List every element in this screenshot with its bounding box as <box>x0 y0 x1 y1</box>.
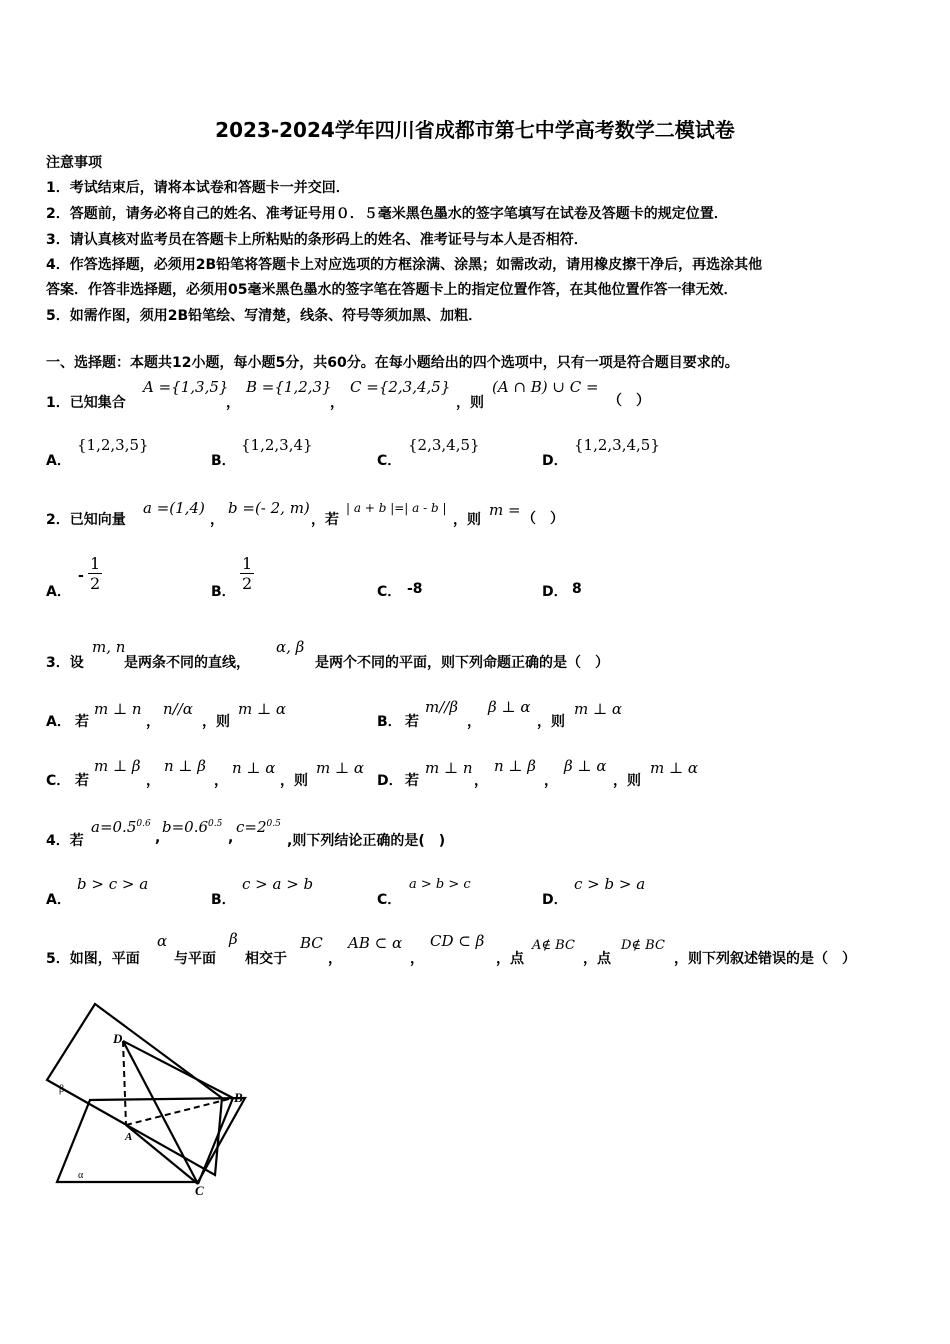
q2-opt-c-label: C． <box>377 584 402 600</box>
q1-opt-d-value: {1,2,3,4,5} <box>574 436 660 454</box>
q2-opt-c-value: -8 <box>407 581 423 597</box>
label-d: D <box>113 1031 123 1046</box>
q1-opt-c-value: {2,3,4,5} <box>408 436 480 454</box>
q3-opt-c-if: 若 <box>75 773 89 789</box>
q2-opt-b-denominator: 2 <box>242 574 253 593</box>
q2-if: ，若 <box>311 512 339 528</box>
q3-opt-b-if: 若 <box>405 714 419 730</box>
q3-opt-c-label: C． <box>46 773 71 789</box>
q3-opt-b-c3: m ⊥ α <box>574 700 622 718</box>
q3-opt-d-c3: β ⊥ α <box>564 757 607 775</box>
q3-opt-b-c1: m//β <box>425 698 459 716</box>
q3-opt-d-if: 若 <box>405 773 419 789</box>
edge-ac <box>126 1125 198 1184</box>
q3-opt-d-c2: n ⊥ β <box>494 757 536 775</box>
q1-set-c: C ={2,3,4,5} <box>350 378 451 396</box>
q4-opt-a-value: b > c > a <box>77 875 149 893</box>
notice-item-2: 2．答题前，请务必将自己的姓名、准考证号用０．５毫米黑色墨水的签字笔填写在试卷及答题卡的规定位置． <box>46 206 728 222</box>
q4-b-exponent: 0.5 <box>208 819 223 829</box>
q3-opt-c-c1: m ⊥ β <box>94 757 141 775</box>
q3-opt-c-comma-1: ， <box>146 773 160 789</box>
q1-opt-a-label: A． <box>46 453 71 469</box>
q4-c-exponent: 0.5 <box>266 819 281 829</box>
q5-a-not-in-bc: A∉ BC <box>532 938 575 953</box>
q3-opt-b-comma: ， <box>467 714 481 730</box>
q2-opt-a-numerator: 1 <box>90 554 101 573</box>
q3-stem-2: 是两条不同的直线， <box>124 655 250 671</box>
q3-opt-a-label: A． <box>46 714 71 730</box>
q3-opt-d-c4: m ⊥ α <box>650 759 698 777</box>
q2-opt-a-sign: - <box>78 568 84 584</box>
edge-ab <box>126 1098 233 1125</box>
edge-dc <box>123 1041 198 1184</box>
q2-opt-b-fraction <box>240 554 254 593</box>
q3-opt-c-c2: n ⊥ β <box>164 757 206 775</box>
q2-opt-a-denominator: 2 <box>90 574 101 593</box>
q4-comma-1: , <box>155 830 161 846</box>
q5-cd-in-beta: CD ⊂ β <box>430 932 485 950</box>
q1-opt-c-label: C． <box>377 453 402 469</box>
q1-comma-1: ， <box>226 395 240 411</box>
q3-opt-a-if: 若 <box>75 714 89 730</box>
q1-set-a: A ={1,3,5} <box>143 378 229 396</box>
section-heading: 一、选择题：本题共12小题，每小题5分，共60分。在每小题给出的四个选项中，只有一项是符合题目要求的。 <box>46 355 739 371</box>
edge-da <box>123 1041 126 1125</box>
q1-stem: 1．已知集合 <box>46 395 126 411</box>
q2-opt-a-label: A． <box>46 584 71 600</box>
q4-a-base: a=0.5 <box>91 818 137 836</box>
edge-db <box>123 1041 233 1098</box>
q3-opt-a-c2: n//α <box>163 700 193 718</box>
q5-d-not-in-bc: D∉ BC <box>621 938 665 953</box>
q4-comma-2: , <box>228 830 234 846</box>
q3-opt-d-c1: m ⊥ n <box>425 759 473 777</box>
q1-set-b: B ={1,2,3} <box>246 378 332 396</box>
label-c: C <box>195 1183 204 1198</box>
q5-stem-2: 与平面 <box>174 951 216 967</box>
q3-opt-a-c3: m ⊥ α <box>238 700 286 718</box>
q3-opt-b-label: B． <box>377 714 402 730</box>
q5-point-2: ，点 <box>583 951 611 967</box>
label-beta: β <box>59 1084 65 1095</box>
q5-figure <box>40 998 280 1198</box>
q3-planes: α, β <box>276 638 305 656</box>
q2-opt-d-label: D． <box>542 584 568 600</box>
label-alpha: α <box>78 1170 84 1181</box>
q1-expr: (A ∩ B) ∪ C = <box>492 378 599 396</box>
q1-opt-b-value: {1,2,3,4} <box>241 436 313 454</box>
notice-heading: 注意事项 <box>46 155 102 171</box>
notice-item-3: 3．请认真核对监考员在答题卡上所粘贴的条形码上的姓名、准考证号与本人是否相符． <box>46 232 588 248</box>
notice-item-1: 1．考试结束后，请将本试卷和答题卡一并交回． <box>46 180 350 196</box>
q2-paren: （ ） <box>522 511 564 527</box>
q5-ab-in-alpha: AB ⊂ α <box>348 934 403 952</box>
q4-opt-d-value: c > b > a <box>574 875 646 893</box>
q5-stem-1: 5．如图，平面 <box>46 951 140 967</box>
q3-stem-3: 是两个不同的平面，则下列命题正确的是（ ） <box>315 655 609 671</box>
q5-plane-beta: β <box>229 930 238 948</box>
plane-beta-outline <box>47 1004 222 1175</box>
page-title: 2023-2024学年四川省成都市第七中学高考数学二模试卷 <box>215 118 735 142</box>
q1-opt-d-label: D． <box>542 453 568 469</box>
q5-comma-2: ， <box>410 951 424 967</box>
q4-a-exponent: 0.6 <box>136 819 151 829</box>
q4-c-base: c=2 <box>236 818 267 836</box>
q3-opt-a-comma: ， <box>146 714 160 730</box>
q2-opt-b-label: B． <box>211 584 236 600</box>
q2-comma: ， <box>210 512 224 528</box>
q2-opt-b-numerator: 1 <box>242 554 253 573</box>
q4-b-base: b=0.6 <box>162 818 209 836</box>
q1-opt-b-label: B． <box>211 453 236 469</box>
label-a: A <box>125 1131 133 1143</box>
q2-then: ，则 <box>453 512 481 528</box>
q5-point-1: ，点 <box>496 951 524 967</box>
q3-opt-b-c2: β ⊥ α <box>488 698 531 716</box>
notice-item-5: 5．如需作图，须用2B铅笔绘、写清楚，线条、符号等须加黑、加粗． <box>46 308 483 324</box>
q4-opt-c-label: C． <box>377 892 402 908</box>
q5-stem-4: ，则下列叙述错误的是（ ） <box>674 951 856 967</box>
q3-opt-d-comma-2: ， <box>544 773 558 789</box>
q5-comma-1: ， <box>328 951 342 967</box>
q3-opt-c-then: ，则 <box>280 773 308 789</box>
q2-vector-a: a =(1,4) <box>143 499 205 517</box>
q4-c-def <box>236 818 281 836</box>
q3-opt-b-then: ，则 <box>537 714 565 730</box>
q3-stem-1: 3．设 <box>46 655 84 671</box>
q3-opt-a-then: ，则 <box>202 714 230 730</box>
q4-a-def <box>91 818 151 836</box>
q3-opt-c-c3: n ⊥ α <box>232 759 276 777</box>
q4-b-def <box>162 818 222 836</box>
q4-opt-b-label: B． <box>211 892 236 908</box>
q2-opt-d-value: 8 <box>572 581 582 597</box>
q1-then: ，则 <box>456 395 484 411</box>
q2-condition: | a + b |=| a - b | <box>346 501 447 515</box>
q2-stem: 2．已知向量 <box>46 512 126 528</box>
q3-opt-c-c4: m ⊥ α <box>316 759 364 777</box>
q4-opt-d-label: D． <box>542 892 568 908</box>
q3-opt-a-c1: m ⊥ n <box>94 700 142 718</box>
q3-lines: m, n <box>92 638 126 656</box>
notice-item-4-cont: 答案．作答非选择题，必须用05毫米黑色墨水的签字笔在答题卡上的指定位置作答，在其他位置作答一律无效． <box>46 282 738 298</box>
q1-paren: （ ） <box>608 393 650 409</box>
q5-line-bc: BC <box>300 934 323 952</box>
q3-opt-c-comma-2: ， <box>214 773 228 789</box>
q5-plane-alpha: α <box>157 932 168 950</box>
label-b: B <box>234 1090 243 1105</box>
q4-opt-c-value: a > b > c <box>409 877 471 892</box>
q4-stem-2: ,则下列结论正确的是( ) <box>287 833 446 849</box>
q1-comma-2: ， <box>330 395 344 411</box>
q2-vector-b: b =(- 2, m) <box>228 499 310 517</box>
q2-m-eq: m = <box>489 501 521 519</box>
q2-opt-a-fraction <box>88 554 102 593</box>
q1-opt-a-value: {1,2,3,5} <box>77 436 149 454</box>
q4-opt-b-value: c > a > b <box>242 875 314 893</box>
q3-opt-d-then: ，则 <box>613 773 641 789</box>
q5-stem-3: 相交于 <box>245 951 287 967</box>
notice-item-4: 4．作答选择题，必须用2B铅笔将答题卡上对应选项的方框涂满、涂黑；如需改动，请用橡皮擦干净后，再选涂其他 <box>46 257 763 273</box>
q4-stem-1: 4．若 <box>46 833 84 849</box>
q4-opt-a-label: A． <box>46 892 71 908</box>
q3-opt-d-comma-1: ， <box>474 773 488 789</box>
q3-opt-d-label: D． <box>377 773 403 789</box>
